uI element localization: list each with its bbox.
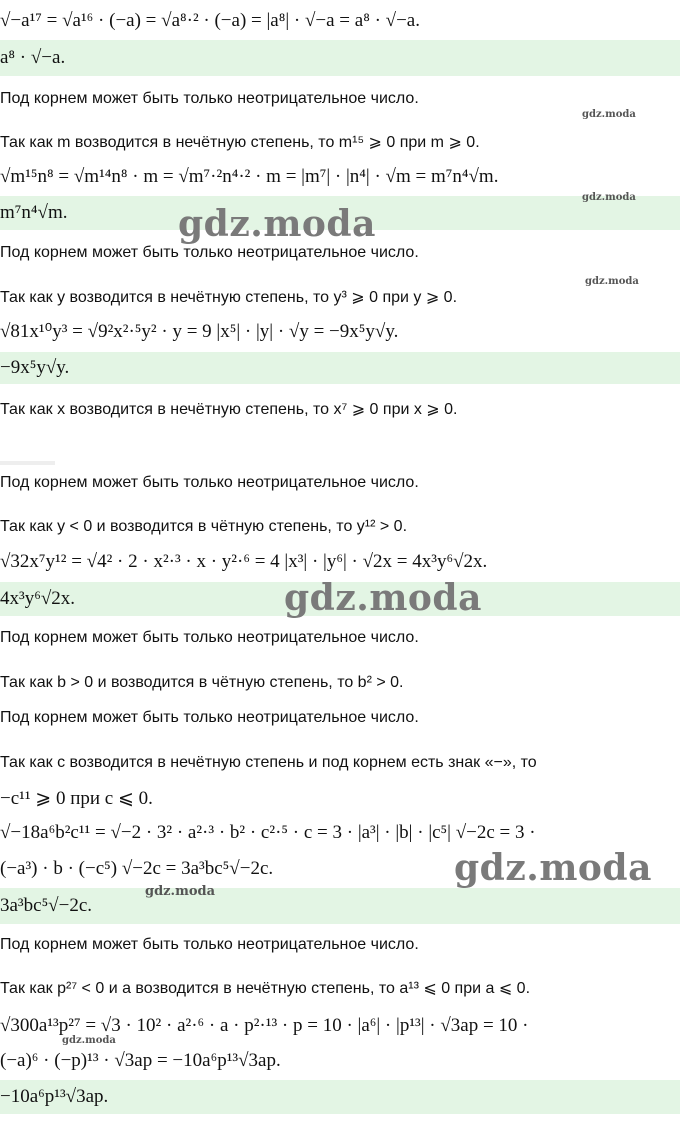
text-line: Под корнем может быть только неотрицательное число.: [0, 629, 419, 646]
watermark-big: gdz.moda: [454, 847, 652, 889]
text-line: Так как m возводится в нечётную степень, то m¹⁵ ⩾ 0 при m ⩾ 0.: [0, 134, 480, 151]
text-line: Под корнем может быть только неотрицательное число.: [0, 474, 419, 491]
math-line: −c¹¹ ⩾ 0 при c ⩽ 0.: [0, 788, 153, 809]
watermark-small: gdz.moda: [585, 276, 639, 287]
math-line: (−a³) · b · (−c⁵) √−2c = 3a³bc⁵√−2c.: [0, 858, 274, 879]
text-line: Под корнем может быть только неотрицательное число.: [0, 709, 419, 726]
watermark-small: gdz.moda: [145, 884, 216, 899]
answer-line: m⁷n⁴√m.: [0, 196, 680, 230]
math-line: √81x¹⁰y³ = √9²x²·⁵y² · y = 9 |x⁵| · |y| · √y = −9x⁵y√y.: [0, 321, 399, 342]
text-line: Под корнем может быть только неотрицательное число.: [0, 244, 419, 261]
text-line: Так как y < 0 и возводится в чётную степень, то y¹² > 0.: [0, 518, 408, 535]
watermark-big: gdz.moda: [284, 577, 482, 619]
math-line: (−a)⁶ · (−p)¹³ · √3ap = −10a⁶p¹³√3ap.: [0, 1050, 281, 1071]
math-line: √32x⁷y¹² = √4² · 2 · x²·³ · x · y²·⁶ = 4 |x³| · |y⁶| · √2x = 4x³y⁶√2x.: [0, 551, 488, 572]
answer-line: −10a⁶p¹³√3ap.: [0, 1080, 680, 1114]
text-line: Так как x возводится в нечётную степень, то x⁷ ⩾ 0 при x ⩾ 0.: [0, 401, 458, 418]
answer-line: a⁸ · √−a.: [0, 40, 680, 76]
math-line: √300a¹³p²⁷ = √3 · 10² · a²·⁶ · a · p²·¹³ · p = 10 · |a⁶| · |p¹³| · √3ap = 10 ·: [0, 1015, 529, 1036]
text-line: Так как c возводится в нечётную степень и под корнем есть знак «−», то: [0, 754, 537, 771]
math-line: √m¹⁵n⁸ = √m¹⁴n⁸ · m = √m⁷·²n⁴·² · m = |m⁷| · |n⁴| · √m = m⁷n⁴√m.: [0, 166, 499, 187]
answer-line: −9x⁵y√y.: [0, 352, 680, 384]
text-line: Так как b > 0 и возводится в чётную степень, то b² > 0.: [0, 674, 404, 691]
watermark-small: gdz.moda: [62, 1035, 116, 1046]
watermark-small: gdz.moda: [582, 109, 636, 120]
watermark-small: gdz.moda: [582, 192, 636, 203]
answer-line: 4x³y⁶√2x.: [0, 582, 680, 616]
text-line: Так как y возводится в нечётную степень, то y³ ⩾ 0 при y ⩾ 0.: [0, 289, 458, 306]
answer-line: 3a³bc⁵√−2c.: [0, 888, 680, 924]
math-line: √−a¹⁷ = √a¹⁶ · (−a) = √a⁸·² · (−a) = |a⁸| · √−a = a⁸ · √−a.: [0, 10, 420, 31]
divider: [0, 461, 55, 465]
text-line: Так как p²⁷ < 0 и a возводится в нечётную степень, то a¹³ ⩽ 0 при a ⩽ 0.: [0, 980, 531, 997]
math-line: √−18a⁶b²c¹¹ = √−2 · 3² · a²·³ · b² · c²·⁵ · c = 3 · |a³| · |b| · |c⁵| √−2c = 3 ·: [0, 822, 536, 843]
watermark-big: gdz.moda: [178, 203, 376, 245]
text-line: Под корнем может быть только неотрицательное число.: [0, 936, 419, 953]
text-line: Под корнем может быть только неотрицательное число.: [0, 90, 419, 107]
